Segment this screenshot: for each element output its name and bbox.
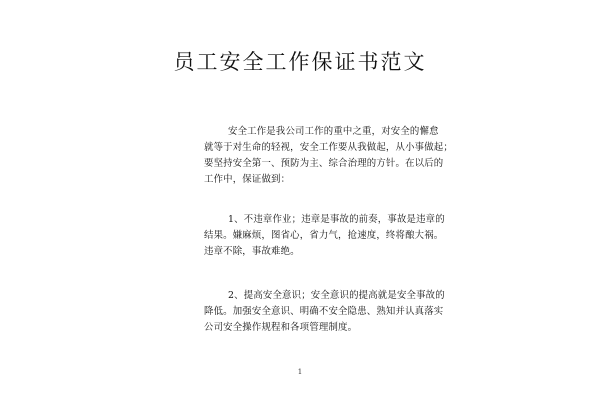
- paragraph-line: 降低。加强安全意识、明确不安全隐患、熟知并认真落实: [204, 306, 444, 317]
- paragraph-line: 就等于对生命的轻视，安全工作要从我做起，从小事做起；: [204, 142, 453, 153]
- paragraph-line: 1、不违章作业；违章是事故的前奏，事故是违章的: [228, 214, 445, 225]
- paragraph-intro: [204, 124, 453, 188]
- paragraph-line: 2、提高安全意识；安全意识的提高就是安全事故的: [228, 290, 445, 301]
- paragraph-line: 安全工作是我公司工作的重中之重，对安全的懈怠: [228, 126, 439, 137]
- paragraph-line: 违章不除，事故难绝。: [204, 246, 300, 257]
- paragraph-line: 结果。嫌麻烦，图省心，省力气，抢速度，终将酿大祸。: [204, 230, 444, 241]
- paragraph-line: 公司安全操作规程和各项管理制度。: [204, 322, 358, 333]
- paragraph-line: 工作中，保证做到：: [204, 174, 291, 185]
- paragraph-item-2: [204, 288, 445, 336]
- paragraph-line: 要坚持安全第一、预防为主、综合治理的方针。在以后的: [204, 158, 444, 169]
- page-number: 1: [297, 368, 303, 376]
- document-title: 员工安全工作保证书范文: [173, 50, 427, 74]
- paragraph-item-1: [204, 212, 445, 260]
